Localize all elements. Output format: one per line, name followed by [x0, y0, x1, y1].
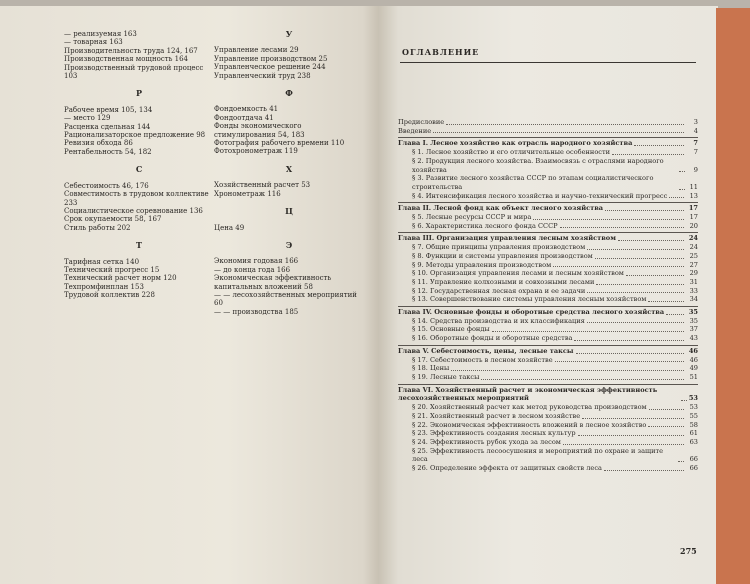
index-entry: Хозяйственный расчет 53: [214, 181, 311, 190]
toc-leader-dots: [612, 154, 684, 155]
toc-leader-dots: [649, 409, 684, 410]
toc-page-number: 35: [688, 308, 698, 317]
toc-entry-text: § 16. Оборотные фонды и оборотные средства: [412, 334, 573, 343]
toc-section-row: [398, 261, 698, 270]
toc-entry-text: § 2. Продукция лесного хозяйства. Взаимосвязь с отраслями народного хозяйства: [412, 156, 664, 174]
toc-leader-dots: [666, 314, 684, 315]
toc-entry-text: § 10. Организация управления лесами и лесным хозяйством: [412, 269, 624, 278]
index-entry: Производительность труда 124, 167: [64, 46, 198, 55]
toc-section-row: [398, 364, 698, 373]
toc-page-number: 7: [693, 139, 698, 148]
index-entry: Совместимость в трудовом коллективе 233: [64, 190, 209, 207]
toc-leader-dots: [681, 400, 687, 401]
toc-page-number: 66: [689, 464, 698, 473]
toc-page-number: 24: [688, 234, 698, 243]
index-group-top: [64, 30, 214, 80]
toc-page-number: 55: [689, 411, 698, 420]
index-entry: Управление производством 25: [214, 54, 328, 63]
index-entry: Ревизия обхода 86: [64, 139, 133, 148]
toc-page-number: 49: [689, 364, 698, 373]
index-entry: Рентабельность 54, 182: [64, 147, 152, 156]
toc-leader-dots: [560, 227, 684, 228]
index-entry: Тарифная сетка 140: [64, 257, 140, 266]
page-number: 275: [680, 546, 697, 556]
toc-chapter-divider: [398, 306, 698, 307]
toc-entry-text: Глава V. Себестоимость, цены, лесные таксы: [398, 346, 574, 355]
toc-chapter-row: [398, 234, 698, 243]
index-letter-heading: Ф: [285, 88, 293, 99]
index-letter-heading: Р: [135, 88, 142, 99]
toc-leader-dots: [446, 124, 684, 125]
toc-page-number: 46: [688, 346, 698, 355]
index-entry: Цена 49: [214, 223, 245, 232]
toc-entry-text: § 14. Средства производства и их классификация: [412, 316, 585, 325]
toc-entry-text: § 21. Хозяйственный расчет в лесном хозяйстве: [412, 411, 581, 420]
index-entry: Управленческое решение 244: [214, 63, 326, 72]
index-entry: — реализуемая 163: [64, 30, 137, 38]
toc-entry-text: § 15. Основные фонды: [412, 325, 490, 334]
index-entry: Экономическая эффективность капитальных вложений 58: [214, 274, 332, 291]
toc-chapter-divider: [398, 384, 698, 385]
toc-leader-dots: [587, 292, 684, 293]
toc-page-number: 43: [689, 334, 698, 343]
toc-chapter-divider: [398, 345, 698, 346]
toc-section-row: [398, 278, 698, 287]
index-entry: Фонды экономического стимулирования 54, 183: [214, 122, 305, 139]
toc-leader-dots: [634, 145, 684, 146]
toc-page-number: 17: [688, 204, 698, 213]
toc-front-row: [398, 118, 698, 127]
toc-chapter-row: [398, 386, 698, 403]
toc-leader-dots: [433, 132, 684, 133]
toc-list: [398, 118, 698, 473]
toc-section-row: [398, 295, 698, 304]
index-letter-heading: Ц: [285, 206, 293, 217]
toc-leader-dots: [553, 266, 684, 267]
index-letter-heading: С: [135, 164, 143, 175]
toc-leader-dots: [451, 370, 684, 371]
toc-page-number: 51: [689, 372, 698, 381]
toc-page-number: 33: [689, 286, 698, 295]
toc-page-number: 34: [689, 295, 698, 304]
toc-entry-text: § 23. Эффективность создания лесных культур: [412, 429, 576, 438]
toc-leader-dots: [648, 426, 684, 427]
toc-entry-text: § 25. Эффективность лесоосушения и мероприятий по охране и защите леса: [412, 446, 664, 464]
toc-title: ОГЛАВЛЕНИЕ: [402, 47, 480, 57]
toc-section-row: [398, 317, 698, 326]
toc-leader-dots: [595, 258, 684, 259]
toc-page-number: 46: [689, 355, 698, 364]
toc-entry-text: § 3. Развитие лесного хозяйства СССР по этапам социалистического строительства: [412, 174, 654, 191]
index-entry: Стиль работы 202: [64, 223, 131, 232]
toc-entry-text: § 11. Управление колхозными и совхозными лесами: [412, 277, 595, 286]
toc-section-row: [398, 213, 698, 222]
toc-page-number: 4: [693, 126, 698, 135]
toc-leader-dots: [669, 197, 684, 198]
index-entry: Техпромфинплан 153: [64, 282, 144, 291]
toc-section-row: [398, 334, 698, 343]
toc-leader-dots: [563, 444, 684, 445]
index-entry: Рабочее время 105, 134: [64, 105, 153, 114]
toc-front-row: [398, 127, 698, 136]
toc-section-row: [398, 421, 698, 430]
toc-section-row: [398, 252, 698, 261]
index-letter-heading: Х: [285, 163, 293, 174]
index-entry: Хронометраж 116: [214, 189, 281, 198]
toc-leader-dots: [679, 171, 685, 172]
toc-page-number: 53: [689, 403, 698, 412]
index-group-f: [214, 105, 364, 155]
index-group-t: [64, 258, 214, 300]
toc-section-row: [398, 447, 698, 464]
index-entry: Фотохронометраж 119: [214, 147, 298, 156]
toc-chapter-row: [398, 139, 698, 148]
toc-entry-text: Глава II. Лесной фонд как объект лесного хозяйства: [398, 204, 604, 213]
toc-section-row: [398, 157, 698, 174]
toc-leader-dots: [626, 275, 684, 276]
toc-page-number: 66: [689, 455, 698, 464]
toc-section-row: [398, 373, 698, 382]
index-entry: Управление лесами 29: [214, 46, 299, 55]
toc-leader-dots: [604, 470, 684, 471]
toc-section-row: [398, 464, 698, 473]
toc-entry-text: Введение: [398, 126, 432, 135]
toc-entry-text: § 5. Лесные ресурсы СССР и мира: [412, 213, 532, 222]
toc-section-row: [398, 429, 698, 438]
toc-entry-text: Глава VI. Хозяйственный расчет и экономическая эффективность лесохозяйственных мероприятий: [398, 385, 658, 403]
toc-page-number: 13: [689, 191, 698, 200]
index-group-s: [64, 182, 214, 232]
index-group-ts: [214, 224, 364, 232]
index-entry: Экономия годовая 166: [214, 257, 299, 266]
index-entry: Срок окупаемости 58, 167: [64, 215, 162, 224]
index-entry: Трудовой коллектив 228: [64, 291, 155, 300]
toc-page-number: 11: [689, 182, 698, 191]
index-column-2: [214, 30, 364, 316]
toc-page-number: 53: [688, 394, 698, 403]
toc-leader-dots: [596, 284, 684, 285]
index-entry: Производственная мощность 164: [64, 55, 189, 64]
toc-entry-text: § 13. Совершенствование системы управления лесным хозяйством: [412, 295, 647, 304]
toc-entry-text: § 6. Характеристика лесного фонда СССР: [412, 221, 558, 230]
toc-entry-text: § 24. Эффективность рубок ухода за лесом: [412, 437, 561, 446]
toc-page-number: 37: [689, 325, 698, 334]
index-letter-heading: У: [285, 29, 293, 39]
toc-page-number: 29: [689, 269, 698, 278]
toc-entry-text: § 4. Интенсификация лесного хозяйства и научно-технический прогресс: [412, 191, 668, 200]
toc-leader-dots: [533, 219, 684, 220]
toc-leader-dots: [492, 331, 684, 332]
toc-page-number: 17: [689, 213, 698, 222]
toc-entry-text: § 7. Общие принципы управления производством: [412, 243, 586, 252]
index-entry: Технический прогресс 15: [64, 265, 160, 274]
toc-chapter-row: [398, 308, 698, 317]
index-entry: — до конца года 166: [214, 265, 291, 274]
toc-section-row: [398, 222, 698, 231]
toc-section-row: [398, 148, 698, 157]
toc-page-number: 24: [689, 243, 698, 252]
toc-page-number: 63: [689, 437, 698, 446]
toc-section-row: [398, 438, 698, 447]
index-entry: Фондоотдача 41: [214, 113, 274, 122]
index-entry: Технический расчет норм 120: [64, 274, 177, 283]
toc-leader-dots: [679, 189, 685, 190]
toc-leader-dots: [678, 461, 684, 462]
toc-chapter-divider: [398, 137, 698, 138]
toc-section-row: [398, 269, 698, 278]
toc-entry-text: § 20. Хозяйственный расчет как метод руководства производством: [412, 403, 647, 412]
toc-page-number: 35: [689, 316, 698, 325]
toc-page-number: 27: [689, 260, 698, 269]
toc-entry-text: § 12. Государственная лесная охрана и ее задачи: [412, 286, 586, 295]
toc-entry-text: Предисловие: [398, 118, 445, 126]
toc-entry-text: § 26. Определение эффекта от защитных свойств леса: [412, 464, 602, 473]
toc-entry-text: § 17. Себестоимость в лесном хозяйстве: [412, 355, 553, 364]
index-entry: Расценка сдельная 144: [64, 122, 151, 131]
toc-entry-text: § 19. Лесные таксы: [412, 372, 480, 381]
toc-page-number: 3: [693, 118, 698, 126]
toc-leader-dots: [618, 240, 684, 241]
toc-section-row: [398, 192, 698, 201]
book-cover-edge: [716, 8, 750, 584]
toc-title-rule: [400, 62, 696, 63]
toc-entry-text: § 8. Функции и системы управления производством: [412, 251, 593, 260]
toc-section-row: [398, 356, 698, 365]
toc-entry-text: § 22. Экономическая эффективность вложений в лесное хозяйство: [412, 420, 647, 429]
toc-leader-dots: [555, 361, 684, 362]
toc-section-row: [398, 287, 698, 296]
toc-section-row: [398, 403, 698, 412]
toc-section-row: [398, 412, 698, 421]
index-entry: Фотография рабочего времени 110: [214, 139, 345, 148]
toc-page-number: 58: [689, 420, 698, 429]
toc-page-number: 31: [689, 277, 698, 286]
toc-leader-dots: [587, 249, 684, 250]
index-letter-heading: Э: [285, 239, 293, 250]
toc-section-row: [398, 325, 698, 334]
index-entry: Рационализаторское предложение 98: [64, 131, 206, 140]
index-entry: — — производства 185: [214, 307, 299, 316]
toc-leader-dots: [605, 210, 684, 211]
toc-section-row: [398, 243, 698, 252]
index-entry: Управленческий труд 238: [214, 71, 311, 80]
index-entry: — товарная 163: [64, 38, 123, 47]
toc-entry-text: Глава III. Организация управления лесным хозяйством: [398, 234, 616, 243]
index-group-r: [64, 106, 214, 156]
index-group-u: [214, 46, 364, 80]
index-letter-heading: Т: [136, 240, 142, 251]
toc-page-number: 20: [689, 221, 698, 230]
toc-leader-dots: [576, 353, 684, 354]
index-entry: Производственный трудовой процесс 103: [64, 63, 204, 81]
toc-page-number: 25: [689, 251, 698, 260]
toc-leader-dots: [481, 379, 684, 380]
toc-entry-text: § 9. Методы управления производством: [412, 260, 552, 269]
index-entry: Себестоимость 46, 176: [64, 181, 149, 190]
index-group-h: [214, 181, 364, 198]
toc-entry-text: § 18. Цены: [412, 364, 450, 373]
toc-chapter-row: [398, 204, 698, 213]
index-entry: — — лесохозяйственных мероприятий 60: [214, 290, 357, 308]
toc-leader-dots: [648, 301, 684, 302]
index-column-1: [64, 30, 214, 300]
index-group-e: [214, 257, 364, 316]
toc-entry-text: § 1. Лесное хозяйство и его отличительные особенности: [412, 148, 611, 157]
toc-page-number: 61: [689, 429, 698, 438]
toc-leader-dots: [578, 435, 684, 436]
toc-chapter-row: [398, 347, 698, 356]
toc-entry-text: Глава IV. Основные фонды и оборотные средства лесного хозяйства: [398, 308, 665, 317]
toc-section-row: [398, 174, 698, 191]
toc-chapter-divider: [398, 232, 698, 233]
toc-chapter-divider: [398, 202, 698, 203]
index-entry: Социалистическое соревнование 136: [64, 206, 203, 215]
toc-entry-text: Глава I. Лесное хозяйство как отрасль народного хозяйства: [398, 139, 633, 148]
toc-leader-dots: [587, 322, 684, 323]
index-entry: — место 129: [64, 114, 111, 123]
toc-page-number: 9: [693, 165, 698, 174]
index-entry: Фондоемкость 41: [214, 105, 279, 114]
toc-leader-dots: [574, 340, 684, 341]
toc-leader-dots: [582, 418, 684, 419]
toc-page-number: 7: [693, 148, 698, 157]
